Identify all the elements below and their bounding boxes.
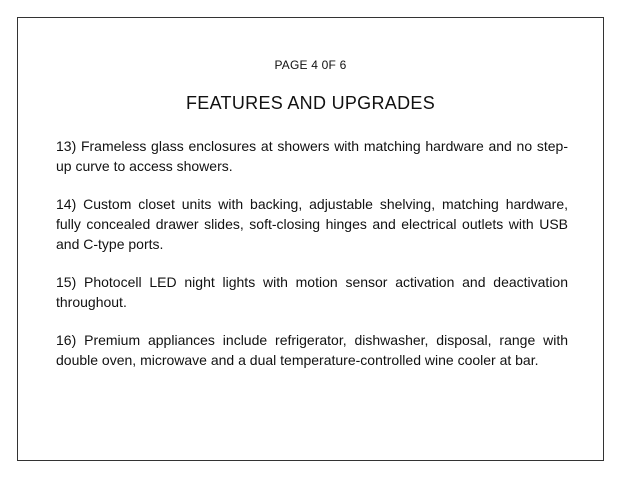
page-number: PAGE 4 0F 6 — [274, 58, 347, 72]
page-title: FEATURES AND UPGRADES — [185, 93, 435, 113]
feature-list — [56, 136, 568, 388]
feature-item-16: 16) Premium appliances include refrigerator, dishwasher, disposal, range with double oven, microwave and a dual temperature-controlled wine cooler at bar. — [56, 332, 568, 368]
feature-item-14: 14) Custom closet units with backing, adjustable shelving, matching hardware, fully concealed drawer slides, soft-closing hinges and electrical outlets with USB and C-type ports. — [56, 196, 568, 252]
feature-item-13: 13) Frameless glass enclosures at showers with matching hardware and no step-up curve to access showers. — [56, 138, 568, 174]
document-page — [17, 17, 604, 461]
feature-item-15: 15) Photocell LED night lights with motion sensor activation and deactivation throughout. — [56, 274, 568, 310]
